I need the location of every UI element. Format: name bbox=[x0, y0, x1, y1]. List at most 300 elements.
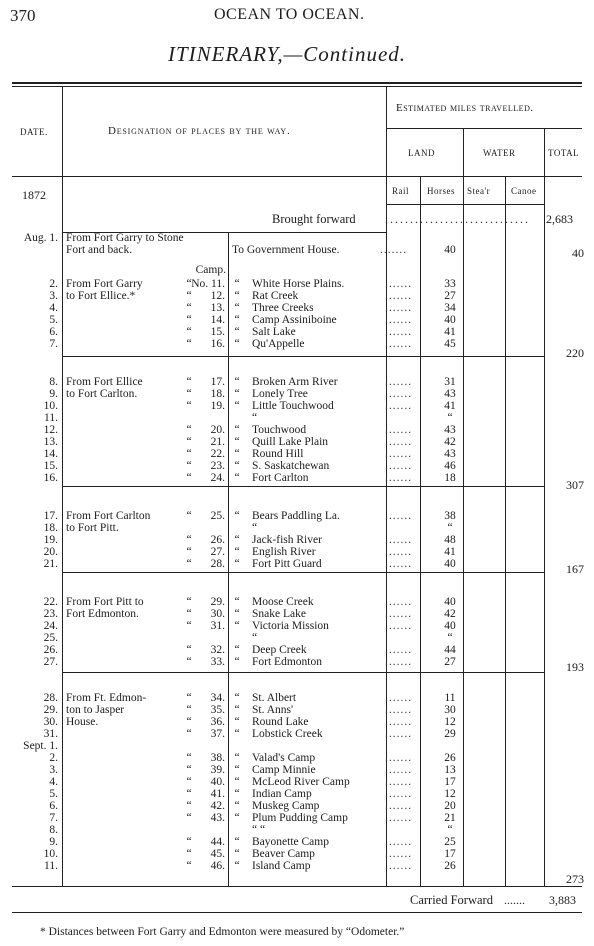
itinerary-row bbox=[0, 716, 594, 728]
row-ditto: “ bbox=[186, 752, 192, 764]
row-place: White Horse Plains. bbox=[252, 278, 345, 290]
row-ditto: “ bbox=[186, 510, 192, 522]
row-date: 8. bbox=[49, 376, 58, 388]
itinerary-row bbox=[0, 448, 594, 460]
section-total: 220 bbox=[566, 346, 584, 360]
row-ditto-2: “ bbox=[234, 302, 240, 314]
row-date: 18. bbox=[43, 522, 58, 534]
row-ditto-2: “ bbox=[234, 546, 240, 558]
row-date: 29. bbox=[43, 704, 58, 716]
row-camp-number: 16. bbox=[210, 338, 225, 350]
row-leader-dots: ....... bbox=[385, 326, 413, 338]
row-leader-dots: ....... bbox=[385, 278, 413, 290]
itinerary-row bbox=[0, 290, 594, 302]
row-ditto-2: “ bbox=[234, 278, 240, 290]
row-ditto: “ bbox=[186, 424, 192, 436]
itinerary-row bbox=[0, 608, 594, 620]
row-ditto-2: “ bbox=[234, 788, 240, 800]
row-place: Snake Lake bbox=[252, 608, 306, 620]
row-ditto: “ bbox=[186, 692, 192, 704]
brought-forward-dots: ............................. bbox=[385, 212, 530, 226]
row-place: Bayonette Camp bbox=[252, 836, 329, 848]
row-ditto-2: “ bbox=[234, 558, 240, 570]
row-leader-dots: ....... bbox=[385, 812, 413, 824]
row-leader-dots: ....... bbox=[385, 752, 413, 764]
row-ditto-2: “ bbox=[234, 472, 240, 484]
row-ditto-2: “ bbox=[234, 644, 240, 656]
row-place: Lonely Tree bbox=[252, 388, 308, 400]
row-place: Valad's Camp bbox=[252, 752, 316, 764]
row-date: 20. bbox=[43, 546, 58, 558]
row-place: Salt Lake bbox=[252, 326, 296, 338]
row-date: 14. bbox=[43, 448, 58, 460]
row-camp-number: 43. bbox=[210, 812, 225, 824]
row-horses-miles: 43 bbox=[444, 424, 456, 436]
row-leader-dots: ....... bbox=[385, 716, 413, 728]
row-ditto-2: “ bbox=[234, 620, 240, 632]
row-horses-miles: 48 bbox=[444, 534, 456, 546]
running-title: OCEAN TO OCEAN. bbox=[214, 6, 365, 23]
row-ditto-2: “ bbox=[234, 608, 240, 620]
itinerary-row bbox=[0, 740, 594, 752]
itinerary-row bbox=[0, 534, 594, 546]
row-camp-number: 12. bbox=[210, 290, 225, 302]
row-leader-dots: ....... bbox=[385, 848, 413, 860]
row-camp-number: 20. bbox=[210, 424, 225, 436]
row-ditto-2: “ bbox=[234, 388, 240, 400]
row-ditto: “ bbox=[186, 436, 192, 448]
row-ditto: “ bbox=[186, 848, 192, 860]
row-ditto: “ bbox=[186, 812, 192, 824]
row-date: 4. bbox=[49, 302, 58, 314]
section-total: 273 bbox=[566, 872, 584, 886]
row-ditto-2: “ bbox=[234, 716, 240, 728]
itinerary-row bbox=[0, 510, 594, 522]
row-horses-miles: 40 bbox=[444, 314, 456, 326]
row-camp-number: No. 11. bbox=[191, 278, 225, 290]
row-ditto-2: “ bbox=[234, 314, 240, 326]
row-place: Camp Minnie bbox=[252, 764, 316, 776]
row-camp-number: 25. bbox=[210, 510, 225, 522]
row-ditto-2: “ bbox=[234, 848, 240, 860]
row-ditto: “ bbox=[186, 326, 192, 338]
header-water: WATER bbox=[483, 148, 516, 158]
row-date: 24. bbox=[43, 620, 58, 632]
itinerary-row bbox=[0, 836, 594, 848]
row-place: St. Anns' bbox=[252, 704, 294, 716]
row-ditto: “ bbox=[186, 448, 192, 460]
row-horses-miles: “ bbox=[447, 824, 453, 836]
row-camp-number: 40. bbox=[210, 776, 225, 788]
row-place: Muskeg Camp bbox=[252, 800, 320, 812]
row-horses-miles: 40 bbox=[444, 558, 456, 570]
row-camp-number: 17. bbox=[210, 376, 225, 388]
row-date: 5. bbox=[49, 314, 58, 326]
row-ditto: “ bbox=[186, 716, 192, 728]
brought-forward-total: 2,683 bbox=[546, 212, 573, 226]
row-route: to Fort Carlton. bbox=[66, 388, 138, 400]
row-camp-number: Camp. bbox=[195, 264, 226, 276]
row-place: Indian Camp bbox=[252, 788, 312, 800]
row-ditto-2: “ bbox=[234, 812, 240, 824]
carried-forward-total: 3,883 bbox=[549, 893, 576, 907]
row-ditto: “ bbox=[186, 302, 192, 314]
row-ditto-2: “ bbox=[234, 290, 240, 302]
itinerary-row bbox=[0, 472, 594, 484]
row-place: “ “ bbox=[252, 824, 266, 836]
row-ditto-2: “ bbox=[234, 448, 240, 460]
row-horses-miles: 44 bbox=[444, 644, 456, 656]
subheader-rule bbox=[386, 176, 544, 177]
row-ditto: “ bbox=[186, 400, 192, 412]
row-ditto: “ bbox=[186, 472, 192, 484]
row-place: Moose Creek bbox=[252, 596, 314, 608]
row-camp-number: 39. bbox=[210, 764, 225, 776]
row-place: Fort Pitt Guard bbox=[252, 558, 322, 570]
itinerary-row bbox=[0, 656, 594, 668]
row-horses-miles: 41 bbox=[444, 400, 456, 412]
row-leader-dots: ....... bbox=[385, 534, 413, 546]
header-total: TOTAL bbox=[548, 148, 580, 158]
row-ditto-2: “ bbox=[234, 436, 240, 448]
itinerary-row bbox=[0, 632, 594, 644]
row-ditto-2: “ bbox=[234, 728, 240, 740]
row-leader-dots: ....... bbox=[385, 436, 413, 448]
row-place: To Government House. bbox=[232, 244, 340, 256]
row-date: 22. bbox=[43, 596, 58, 608]
row-date: 7. bbox=[49, 812, 58, 824]
section-rule-4 bbox=[62, 572, 544, 573]
row-place: Little Touchwood bbox=[252, 400, 334, 412]
row-horses-miles: 18 bbox=[444, 472, 456, 484]
row-horses-miles: 31 bbox=[444, 376, 456, 388]
itinerary-row bbox=[0, 388, 594, 400]
row-leader-dots: ....... bbox=[385, 728, 413, 740]
row-horses-miles: 17 bbox=[444, 848, 456, 860]
row-ditto: “ bbox=[186, 546, 192, 558]
row-place: Qu'Appelle bbox=[252, 338, 305, 350]
row-camp-number: 31. bbox=[210, 620, 225, 632]
row-date: 12. bbox=[43, 424, 58, 436]
row-date: 6. bbox=[49, 800, 58, 812]
row-place: Round Hill bbox=[252, 448, 304, 460]
row-ditto-2: “ bbox=[234, 776, 240, 788]
row-horses-miles: 27 bbox=[444, 290, 456, 302]
row-date: 30. bbox=[43, 716, 58, 728]
itinerary-row bbox=[0, 824, 594, 836]
row-place: “ bbox=[252, 522, 258, 534]
row-horses-miles: 25 bbox=[444, 836, 456, 848]
header-estimated: Estimated miles travelled. bbox=[396, 102, 534, 114]
itinerary-row bbox=[0, 232, 594, 244]
row-leader-dots: ....... bbox=[385, 510, 413, 522]
row-place: Fort Carlton bbox=[252, 472, 309, 484]
row-place: Plum Pudding Camp bbox=[252, 812, 348, 824]
row-ditto-2: “ bbox=[234, 376, 240, 388]
row-horses-miles: 17 bbox=[444, 776, 456, 788]
row-leader-dots: ....... bbox=[385, 376, 413, 388]
row-ditto: “ bbox=[186, 558, 192, 570]
row-date: 4. bbox=[49, 776, 58, 788]
row-ditto: “ bbox=[186, 644, 192, 656]
row-ditto: “ bbox=[186, 388, 192, 400]
section-total: 40 bbox=[572, 246, 584, 260]
row-horses-miles: 34 bbox=[444, 302, 456, 314]
row-date: 2. bbox=[49, 752, 58, 764]
row-ditto-2: “ bbox=[234, 764, 240, 776]
row-leader-dots: ....... bbox=[385, 704, 413, 716]
row-date: 11. bbox=[44, 412, 58, 424]
row-date: 10. bbox=[43, 848, 58, 860]
header-canoe: Canoe bbox=[511, 186, 537, 196]
row-place: Jack-fish River bbox=[252, 534, 322, 546]
row-camp-number: 23. bbox=[210, 460, 225, 472]
row-ditto: “ bbox=[186, 314, 192, 326]
row-ditto: “ bbox=[186, 608, 192, 620]
section-rule-5 bbox=[62, 672, 544, 673]
row-ditto-2: “ bbox=[234, 752, 240, 764]
itinerary-row bbox=[0, 596, 594, 608]
row-leader-dots: ....... bbox=[385, 596, 413, 608]
itinerary-row bbox=[0, 376, 594, 388]
row-route: From Fort Pitt to bbox=[66, 596, 144, 608]
itinerary-row bbox=[0, 244, 594, 256]
row-horses-miles: 12 bbox=[444, 716, 456, 728]
row-date: 6. bbox=[49, 326, 58, 338]
row-ditto-2: “ bbox=[234, 704, 240, 716]
row-horses-miles: 30 bbox=[444, 704, 456, 716]
row-leader-dots: ....... bbox=[385, 800, 413, 812]
row-place: “ bbox=[252, 632, 258, 644]
row-place: Broken Arm River bbox=[252, 376, 338, 388]
itinerary-row bbox=[0, 314, 594, 326]
row-date: 15. bbox=[43, 460, 58, 472]
itinerary-row bbox=[0, 412, 594, 424]
row-ditto: “ bbox=[186, 338, 192, 350]
row-horses-miles: 29 bbox=[444, 728, 456, 740]
row-ditto: “ bbox=[186, 860, 192, 872]
itinerary-row bbox=[0, 620, 594, 632]
row-date: 19. bbox=[43, 534, 58, 546]
row-route: From Ft. Edmon- bbox=[66, 692, 147, 704]
row-horses-miles: “ bbox=[447, 412, 453, 424]
row-place: Touchwood bbox=[252, 424, 307, 436]
row-leader-dots: ....... bbox=[385, 558, 413, 570]
row-horses-miles: 27 bbox=[444, 656, 456, 668]
row-leader-dots: ....... bbox=[385, 472, 413, 484]
row-date: 28. bbox=[43, 692, 58, 704]
row-camp-number: 21. bbox=[210, 436, 225, 448]
row-date: 11. bbox=[44, 860, 58, 872]
itinerary-row bbox=[0, 522, 594, 534]
row-date: 21. bbox=[43, 558, 58, 570]
row-camp-number: 46. bbox=[210, 860, 225, 872]
row-horses-miles: 12 bbox=[444, 788, 456, 800]
row-camp-number: 37. bbox=[210, 728, 225, 740]
itinerary-row bbox=[0, 264, 594, 276]
row-camp-number: 44. bbox=[210, 836, 225, 848]
row-route: Fort Edmonton. bbox=[66, 608, 139, 620]
row-horses-miles: 40 bbox=[444, 596, 456, 608]
row-horses-miles: 40 bbox=[444, 244, 456, 256]
row-camp-number: 42. bbox=[210, 800, 225, 812]
row-date: 13. bbox=[43, 436, 58, 448]
itinerary-row bbox=[0, 302, 594, 314]
itinerary-row bbox=[0, 424, 594, 436]
row-camp-number: 38. bbox=[210, 752, 225, 764]
itinerary-row bbox=[0, 848, 594, 860]
row-leader-dots: ....... bbox=[385, 290, 413, 302]
header-designation: Designation of places by the way. bbox=[108, 125, 291, 137]
row-date: 7. bbox=[49, 338, 58, 350]
row-date: 17. bbox=[43, 510, 58, 522]
row-date: 5. bbox=[49, 788, 58, 800]
row-ditto: “ bbox=[186, 290, 192, 302]
row-date: Aug. 1. bbox=[23, 232, 58, 244]
row-place: Rat Creek bbox=[252, 290, 299, 302]
row-place: Deep Creek bbox=[252, 644, 307, 656]
row-ditto: “ bbox=[186, 764, 192, 776]
section-rule-2 bbox=[62, 356, 544, 357]
row-ditto-2: “ bbox=[234, 400, 240, 412]
row-camp-number: 13. bbox=[210, 302, 225, 314]
row-route: From Fort Garry to Stone bbox=[66, 232, 184, 244]
carried-forward-dots: ....... bbox=[504, 893, 525, 907]
row-camp-number: 28. bbox=[210, 558, 225, 570]
row-ditto: “ bbox=[186, 278, 192, 290]
row-ditto: “ bbox=[186, 704, 192, 716]
itinerary-row bbox=[0, 326, 594, 338]
itinerary-row bbox=[0, 764, 594, 776]
row-leader-dots: ....... bbox=[385, 400, 413, 412]
row-leader-dots: ....... bbox=[385, 860, 413, 872]
row-leader-dots: ....... bbox=[385, 692, 413, 704]
row-date: 25. bbox=[43, 632, 58, 644]
row-camp-number: 33. bbox=[210, 656, 225, 668]
row-ditto-2: “ bbox=[234, 836, 240, 848]
itinerary-row bbox=[0, 460, 594, 472]
row-ditto: “ bbox=[186, 656, 192, 668]
row-camp-number: 24. bbox=[210, 472, 225, 484]
row-date: 8. bbox=[49, 824, 58, 836]
row-route: From Fort Garry bbox=[66, 278, 143, 290]
row-date: 31. bbox=[43, 728, 58, 740]
row-place: Fort Edmonton bbox=[252, 656, 322, 668]
itinerary-row bbox=[0, 692, 594, 704]
row-date: 23. bbox=[43, 608, 58, 620]
itinerary-row bbox=[0, 558, 594, 570]
row-leader-dots: ....... bbox=[385, 546, 413, 558]
header-rail: Rail bbox=[392, 186, 409, 196]
top-rule bbox=[12, 82, 582, 84]
row-camp-number: 27. bbox=[210, 546, 225, 558]
row-camp-number: 35. bbox=[210, 704, 225, 716]
row-place: Three Creeks bbox=[252, 302, 314, 314]
row-ditto-2: “ bbox=[234, 534, 240, 546]
row-ditto-2: “ bbox=[234, 860, 240, 872]
row-date: 3. bbox=[49, 290, 58, 302]
row-horses-miles: “ bbox=[447, 522, 453, 534]
row-ditto: “ bbox=[186, 836, 192, 848]
row-horses-miles: 40 bbox=[444, 620, 456, 632]
row-horses-miles: 42 bbox=[444, 608, 456, 620]
row-date: 9. bbox=[49, 836, 58, 848]
row-camp-number: 36. bbox=[210, 716, 225, 728]
row-leader-dots: ....... bbox=[385, 644, 413, 656]
row-horses-miles: 41 bbox=[444, 326, 456, 338]
row-camp-number: 22. bbox=[210, 448, 225, 460]
row-date: 10. bbox=[43, 400, 58, 412]
row-date: 26. bbox=[43, 644, 58, 656]
row-ditto-2: “ bbox=[234, 460, 240, 472]
row-ditto-2: “ bbox=[234, 326, 240, 338]
bottom-rule bbox=[12, 886, 582, 887]
row-leader-dots: ....... bbox=[385, 656, 413, 668]
row-horses-miles: 26 bbox=[444, 752, 456, 764]
row-place: Beaver Camp bbox=[252, 848, 315, 860]
row-horses-miles: 45 bbox=[444, 338, 456, 350]
row-leader-dots: ....... bbox=[385, 460, 413, 472]
row-place: Bears Paddling La. bbox=[252, 510, 340, 522]
header-steamer: Stea'r bbox=[467, 186, 491, 196]
itinerary-row bbox=[0, 644, 594, 656]
row-camp-number: 30. bbox=[210, 608, 225, 620]
row-leader-dots: ....... bbox=[385, 338, 413, 350]
row-camp-number: 15. bbox=[210, 326, 225, 338]
itinerary-row bbox=[0, 812, 594, 824]
row-place: English River bbox=[252, 546, 316, 558]
row-leader-dots: ....... bbox=[385, 424, 413, 436]
row-horses-miles: 20 bbox=[444, 800, 456, 812]
row-place: Lobstick Creek bbox=[252, 728, 323, 740]
row-ditto-2: “ bbox=[234, 656, 240, 668]
itinerary-row bbox=[0, 788, 594, 800]
row-place: Quill Lake Plain bbox=[252, 436, 329, 448]
itinerary-row bbox=[0, 860, 594, 872]
row-route: House. bbox=[66, 716, 99, 728]
top-rule-2 bbox=[12, 86, 582, 87]
row-route: to Fort Ellice.* bbox=[66, 290, 136, 302]
row-place: Round Lake bbox=[252, 716, 309, 728]
row-leader-dots: ....... bbox=[385, 302, 413, 314]
row-ditto: “ bbox=[186, 776, 192, 788]
year: 1872 bbox=[22, 188, 46, 202]
row-camp-number: 45. bbox=[210, 848, 225, 860]
row-horses-miles: 11 bbox=[444, 692, 456, 704]
row-ditto-2: “ bbox=[234, 510, 240, 522]
row-ditto-2: “ bbox=[234, 424, 240, 436]
row-leader-dots: ....... bbox=[385, 388, 413, 400]
row-ditto-2: “ bbox=[234, 338, 240, 350]
carried-forward-label: Carried Forward bbox=[410, 893, 493, 907]
section-total: 167 bbox=[566, 562, 584, 576]
row-horses-miles: 46 bbox=[444, 460, 456, 472]
row-route: Fort and back. bbox=[66, 244, 133, 256]
row-ditto-2: “ bbox=[234, 692, 240, 704]
itinerary-row bbox=[0, 776, 594, 788]
row-camp-number: 26. bbox=[210, 534, 225, 546]
itinerary-row bbox=[0, 704, 594, 716]
row-leader-dots: ....... bbox=[385, 620, 413, 632]
itinerary-row bbox=[0, 436, 594, 448]
row-leader-dots: ....... bbox=[385, 608, 413, 620]
row-horses-miles: 43 bbox=[444, 388, 456, 400]
row-camp-number: 29. bbox=[210, 596, 225, 608]
itinerary-row bbox=[0, 728, 594, 740]
brought-forward-label: Brought forward bbox=[272, 212, 356, 226]
estimated-rule bbox=[386, 128, 582, 129]
row-leader-dots: ....... bbox=[385, 776, 413, 788]
